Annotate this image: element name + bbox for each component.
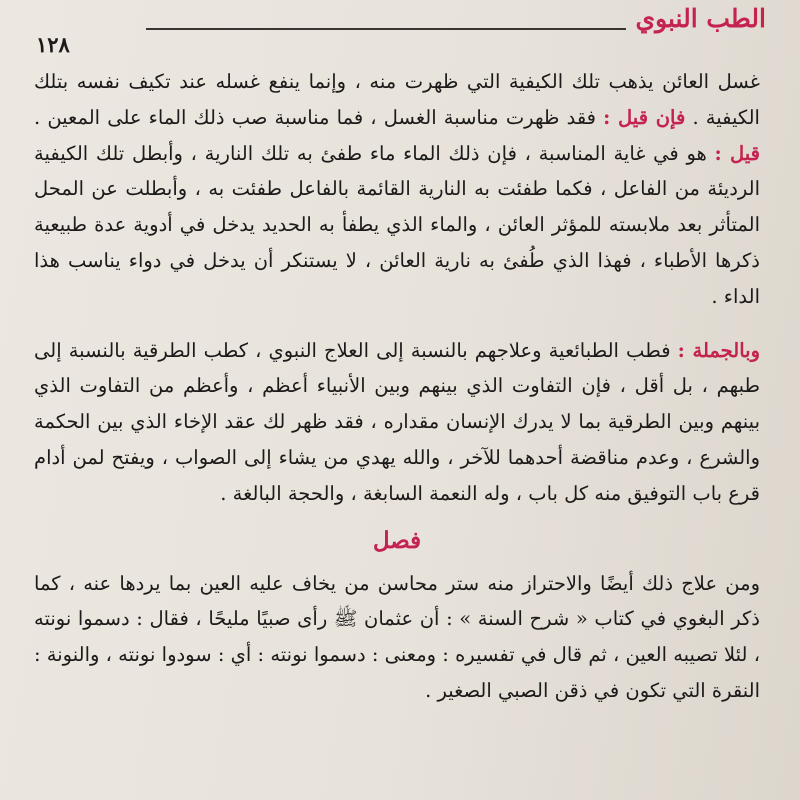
paragraph-2-text: فطب الطبائعية وعلاجهم بالنسبة إلى العلاج النبوي ، كطب الطرقية بالنسبة إلى طبهم ، بل أقل ، فإن التفاوت الذي بينهم وبين الأنبياء أعظم ، وأعظم من التفاوت الذي بينهم وبين الطرقية بما لا يدرك الإنسان مقداره ، فقد ظهر لك عقد الإخاء الذي بين الحكمة والشرع ، وعدم مناقضة أحدهما للآخر ، والله يهدي من يشاء إلى الصواب ، ويفتح لمن أدام قرع باب التوفيق منه كل باب ، وله النعمة السابغة ، والحجة البالغة . [34, 338, 760, 505]
paragraph-2 [34, 333, 760, 512]
paragraph-3 [34, 566, 760, 709]
page-header [36, 2, 766, 57]
paragraph-1 [34, 64, 760, 315]
paragraph-3-text: ومن علاج ذلك أيضًا والاحتراز منه ستر محاسن من يخاف عليه العين بما يردها عنه ، كما ذكر البغوي في كتاب « شرح السنة » : أن عثمان ﷺ رأى صبيًا مليحًا ، فقال : دسموا نونته ، لئلا تصيبه العين ، ثم قال في تفسيره : ومعنى : دسموا نونته : أي : سودوا نونته ، والنونة : النقرة التي تكون في ذقن الصبي الصغير . [34, 571, 760, 702]
section-heading: فصل [372, 526, 422, 554]
paragraph-lead-question: فإن قيل : [603, 105, 686, 129]
paragraph-lead-summary: وبالجملة : [677, 338, 760, 362]
header-rule [146, 28, 626, 30]
page-body [34, 64, 760, 709]
paragraph-1-text-c: هو في غاية المناسبة ، فإن ذلك الماء ماء طفئ به تلك النارية ، وأبطل تلك الكيفية الرديئة من الفاعل ، فكما طفئت به النارية القائمة بالفاعل طفئت به ، وأبطلت عن المحل المتأثر بعد ملابسته للمؤثر العائن ، والماء الذي يطفأ به الحديد يدخل في أدوية عدة طبيعية ذكرها الأطباء ، فهذا الذي طُفئ به نارية العائن ، لا يستنكر أن يدخل في دواء يناسب هذا الداء . [34, 141, 760, 308]
page-number: ١٢٨ [36, 32, 70, 57]
paragraph-1-text-b: فقد ظهرت مناسبة الغسل ، فما مناسبة صب ذلك الماء على المعين . [34, 105, 596, 129]
paragraph-lead-answer: قيل : [714, 141, 761, 165]
paragraph-1-text-a: غسل العائن يذهب تلك الكيفية التي ظهرت منه ، وإنما ينفع غسله عند تكيف نفسه بتلك الكيفية . [34, 70, 760, 129]
running-title: الطب النبوي [635, 4, 766, 33]
